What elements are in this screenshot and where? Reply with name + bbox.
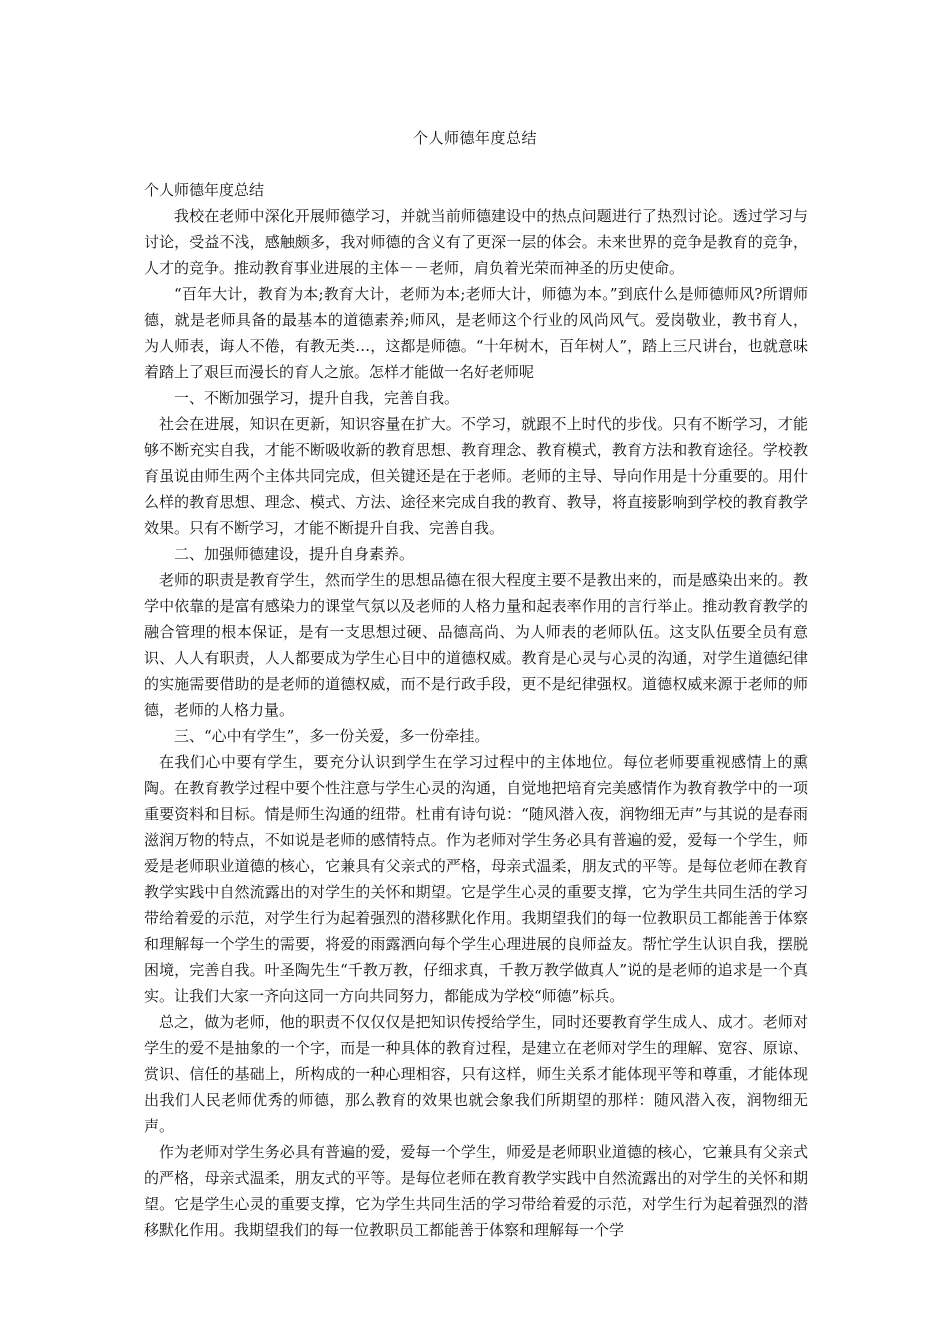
document-body (144, 177, 808, 1243)
paragraph-intro: 我校在老师中深化开展师德学习，并就当前师德建设中的热点问题进行了热烈讨论。透过学习与讨论，受益不浅，感触颇多，我对师德的含义有了更深一层的体会。未来世界的竞争是教育的竞争，人才的竞争。推动教育事业进展的主体－－老师，肩负着光荣而神圣的历史使命。 (144, 207, 808, 277)
document-subtitle: 个人师德年度总结 (144, 181, 265, 199)
paragraph-section-3: 在我们心中要有学生，要充分认识到学生在学习过程中的主体地位。每位老师要重视感情上的熏陶。在教育教学过程中要个性注意与学生心灵的沟通，自觉地把培育完美感情作为教育教学中的一项重要资料和目标。情是师生沟通的纽带。杜甫有诗句说：“随风潜入夜，润物细无声”与其说的是春雨滋润万物的特点，不如说是老师的感情特点。作为老师对学生务必具有普遍的爱，爱每一个学生，师爱是老师职业道德的核心，它兼具有父亲式的严格，母亲式温柔，朋友式的平等。是每位老师在教育教学实践中自然流露出的对学生的关怀和期望。它是学生心灵的重要支撑，它为学生共同生活的学习带给着爱的示范，对学生行为起着强烈的潜移默化作用。我期望我们的每一位教职员工都能善于体察和理解每一个学生的需要，将爱的雨露洒向每个学生心理进展的良师益友。帮忙学生认识自我，摆脱困境，完善自我。叶圣陶先生“千教万教，仔细求真，千教万教学做真人”说的是老师的追求是一个真实。让我们大家一齐向这同一方向共同努力，都能成为学校“师德”标兵。 (144, 753, 808, 1005)
paragraph-teacher-ethics-definition: “百年大计，教育为本;教育大计，老师为本;老师大计，师德为本。”到底什么是师德师风?所谓师德，就是老师具备的最基本的道德素养;师风，是老师这个行业的风尚风气。爱岗敬业，教书育人，为人师表，诲人不倦，有教无类…，这都是师德。“十年树木，百年树人”，踏上三尺讲台，也就意味着踏上了艰巨而漫长的育人之旅。怎样才能做一名好老师呢 (144, 285, 808, 381)
paragraph-section-2: 老师的职责是教育学生，然而学生的思想品德在很大程度主要不是教出来的，而是感染出来的。教学中依靠的是富有感染力的课堂气氛以及老师的人格力量和起表率作用的言行举止。推动教育教学的融合管理的根本保证，是有一支思想过硬、品德高尚、为人师表的老师队伍。这支队伍要全员有意识、人人有职责，人人都要成为学生心目中的道德权威。教育是心灵与心灵的沟通，对学生道德纪律的实施需要借助的是老师的道德权威，而不是行政手段，更不是纪律强权。道德权威来源于老师的师德，老师的人格力量。 (144, 571, 808, 719)
section-heading-2: 二、加强师德建设，提升自身素养。 (174, 545, 415, 563)
section-heading-1: 一、不断加强学习，提升自我，完善自我。 (174, 389, 460, 407)
paragraph-section-1: 社会在进展，知识在更新，知识容量在扩大。不学习，就跟不上时代的步伐。只有不断学习，才能够不断充实自我，才能不断吸收新的教育思想、教育理念、教育模式，教育方法和教育途径。学校教育虽说由师生两个主体共同完成，但关键还是在于老师。老师的主导、导向作用是十分重要的。用什么样的教育思想、理念、模式、方法、途径来完成自我的教育、教导，将直接影响到学校的教育教学效果。只有不断学习，才能不断提升自我、完善自我。 (144, 415, 808, 537)
paragraph-conclusion: 总之，做为老师，他的职责不仅仅仅是把知识传授给学生，同时还要教育学生成人、成才。老师对学生的爱不是抽象的一个字，而是一种具体的教育过程，是建立在老师对学生的理解、宽容、原谅、赏识、信任的基础上，所构成的一种心理相容，只有这样，师生关系才能体现平等和尊重，才能体现出我们人民老师优秀的师德，那么教育的效果也就会象我们所期望的那样：随风潜入夜，润物细无声。 (144, 1013, 808, 1135)
section-heading-3: 三、“心中有学生”，多一份关爱，多一份牵挂。 (174, 727, 490, 745)
document-title: 个人师德年度总结 (412, 129, 537, 147)
paragraph-closing: 作为老师对学生务必具有普遍的爱，爱每一个学生，师爱是老师职业道德的核心，它兼具有父亲式的严格，母亲式温柔，朋友式的平等。是每位老师在教育教学实践中自然流露出的对学生的关怀和期望。它是学生心灵的重要支撑，它为学生共同生活的学习带给着爱的示范，对学生行为起着强烈的潜移默化作用。我期望我们的每一位教职员工都能善于体察和理解每一个学 (144, 1143, 808, 1239)
